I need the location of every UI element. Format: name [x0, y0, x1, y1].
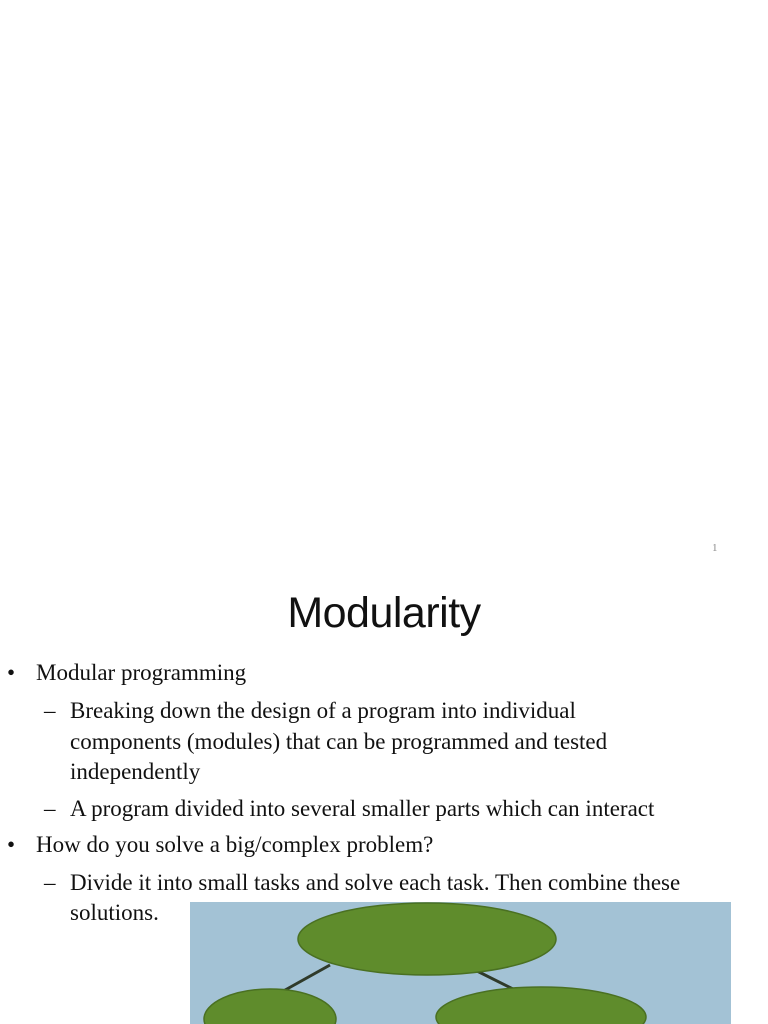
subitem-line: independently: [70, 759, 201, 784]
tree-child-node-right: [436, 987, 646, 1024]
subitem-line: Divide it into small tasks and solve each task. Then combine these: [70, 870, 681, 895]
subitem-line: solutions.: [70, 900, 159, 925]
bullet-text: How do you solve a big/complex problem?: [36, 832, 434, 857]
slide-title: Modularity: [287, 589, 481, 637]
tree-edge-right: [475, 970, 515, 990]
page-number: 1: [712, 542, 718, 554]
bullet-marker: •: [7, 832, 16, 857]
bullet-marker: •: [7, 660, 16, 685]
dash-marker: –: [44, 698, 56, 723]
tree-root-node: [298, 903, 556, 975]
subitem-line: A program divided into several smaller parts which can interact: [70, 796, 655, 821]
tree-diagram-image: [190, 902, 731, 1024]
dash-marker: –: [44, 796, 56, 821]
tree-child-node-left: [204, 989, 336, 1024]
subitem-line: components (modules) that can be programmed and tested: [70, 729, 608, 754]
bullet-text: Modular programming: [36, 660, 247, 685]
tree-diagram-svg: [190, 902, 731, 1024]
dash-marker: –: [44, 870, 56, 895]
subitem-line: Breaking down the design of a program into individual: [70, 698, 576, 723]
